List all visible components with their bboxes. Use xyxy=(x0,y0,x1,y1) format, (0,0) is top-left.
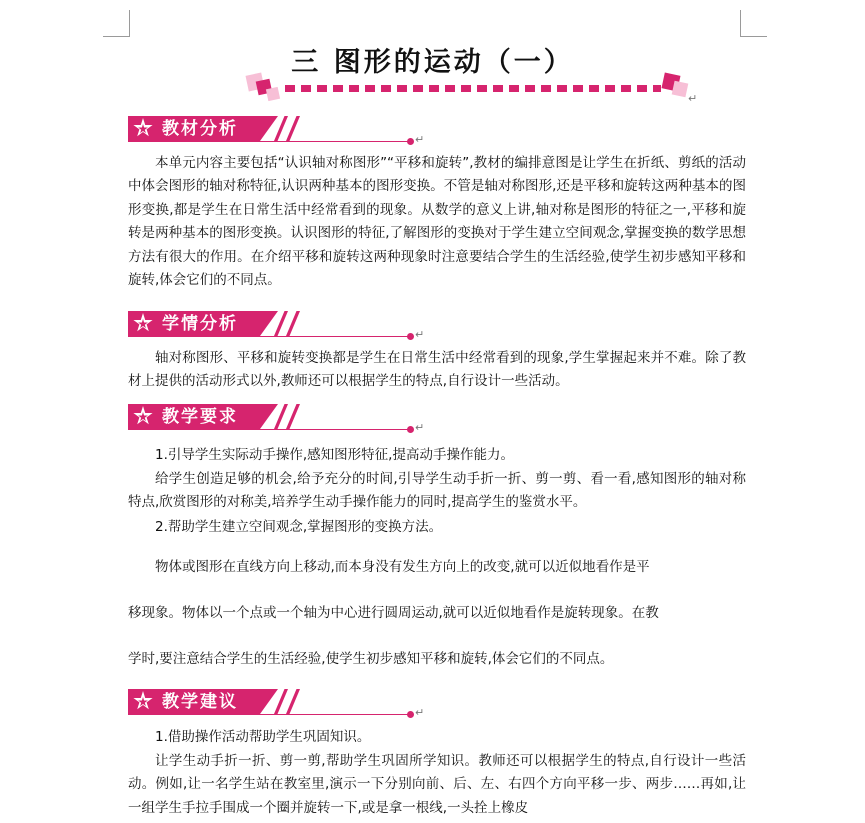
heading-stripe xyxy=(286,311,300,336)
heading-dot xyxy=(407,333,414,340)
heading-stripe xyxy=(274,311,288,336)
paragraph-mark: ↵ xyxy=(415,133,425,146)
section-heading-teaching-suggestions xyxy=(128,689,423,723)
section-heading-student-analysis xyxy=(128,311,423,345)
section-heading-label: 学情分析 xyxy=(162,314,238,334)
paragraph: 2.帮助学生建立空间观念,掌握图形的变换方法。 xyxy=(155,519,443,535)
paragraph-mark: ↵ xyxy=(415,706,425,719)
heading-stripe xyxy=(274,404,288,429)
paragraph-line: 移现象。物体以一个点或一个轴为中心进行圆周运动,就可以近似地看作是旋转现象。在教 xyxy=(128,605,659,621)
paragraph: 1.引导学生实际动手操作,感知图形特征,提高动手操作能力。 xyxy=(155,447,514,463)
paragraph-mark: ↵ xyxy=(688,92,698,105)
paragraph: 本单元内容主要包括“认识轴对称图形”“平移和旋转”,教材的编排意图是让学生在折纸、剪纸的活动中体会图形的轴对称特征,认识两种基本的图形变换。不管是轴对称图形,还是平移和旋转这两种基本的图形变换,都是学生在日常生活中经常看到的现象。从数学的意义上讲,轴对称是图形的特征之一,平移和旋转是两种基本的图形变换。认识图形的特征,了解图形的变换对于学生建立空间观念,掌握变换的数学思想方法有很大的作用。在介绍平移和旋转这两种现象时注意要结合学生的生活经验,使学生初步感知平移和旋转,体会它们的不同点。 xyxy=(128,155,746,289)
paragraph-mark: ↵ xyxy=(415,421,425,434)
heading-dot xyxy=(407,138,414,145)
section-heading-label: 教材分析 xyxy=(162,119,238,139)
title-decoration xyxy=(245,70,698,105)
paragraph-line: 学时,要注意结合学生的生活经验,使学生初步感知平移和旋转,体会它们的不同点。 xyxy=(128,651,614,667)
paragraph-mark: ↵ xyxy=(415,328,425,341)
section-heading-label: 教学要求 xyxy=(162,407,238,427)
paragraph: 给学生创造足够的机会,给予充分的时间,引导学生动手折一折、剪一剪、看一看,感知图形的轴对称特点,欣赏图形的对称美,培养学生动手操作能力的同时,提高学生的鉴赏水平。 xyxy=(128,471,746,511)
heading-underline xyxy=(128,429,410,430)
heading-stripe xyxy=(286,116,300,141)
heading-stripe xyxy=(274,689,288,714)
section-heading-label: 教学建议 xyxy=(162,692,238,712)
heading-underline xyxy=(128,141,410,142)
heading-stripe xyxy=(286,404,300,429)
paragraph: 1.借助操作活动帮助学生巩固知识。 xyxy=(155,729,371,745)
heading-dot xyxy=(407,711,414,718)
section-heading-teaching-material xyxy=(128,116,423,150)
section-heading-teaching-requirements xyxy=(128,404,423,438)
page-title: 三 图形的运动（一） xyxy=(291,47,574,78)
heading-stripe xyxy=(286,689,300,714)
page-corner-mark-top-left xyxy=(103,10,130,37)
paragraph-line: 物体或图形在直线方向上移动,而本身没有发生方向上的改变,就可以近似地看作是平 xyxy=(155,559,650,575)
heading-stripe xyxy=(274,116,288,141)
paragraph: 让学生动手折一折、剪一剪,帮助学生巩固所学知识。教师还可以根据学生的特点,自行设计一些活动。例如,让一名学生站在教室里,演示一下分别向前、后、左、右四个方向平移一步、两步……再如,让一组学生手拉手围成一个圈并旋转一下,或是拿一根线,一头拴上橡皮 xyxy=(128,753,746,816)
paragraph: 轴对称图形、平移和旋转变换都是学生在日常生活中经常看到的现象,学生掌握起来并不难。除了教材上提供的活动形式以外,教师还可以根据学生的特点,自行设计一些活动。 xyxy=(128,350,746,390)
heading-underline xyxy=(128,336,410,337)
heading-dot xyxy=(407,426,414,433)
heading-underline xyxy=(128,714,410,715)
page-corner-mark-top-right xyxy=(740,10,767,37)
